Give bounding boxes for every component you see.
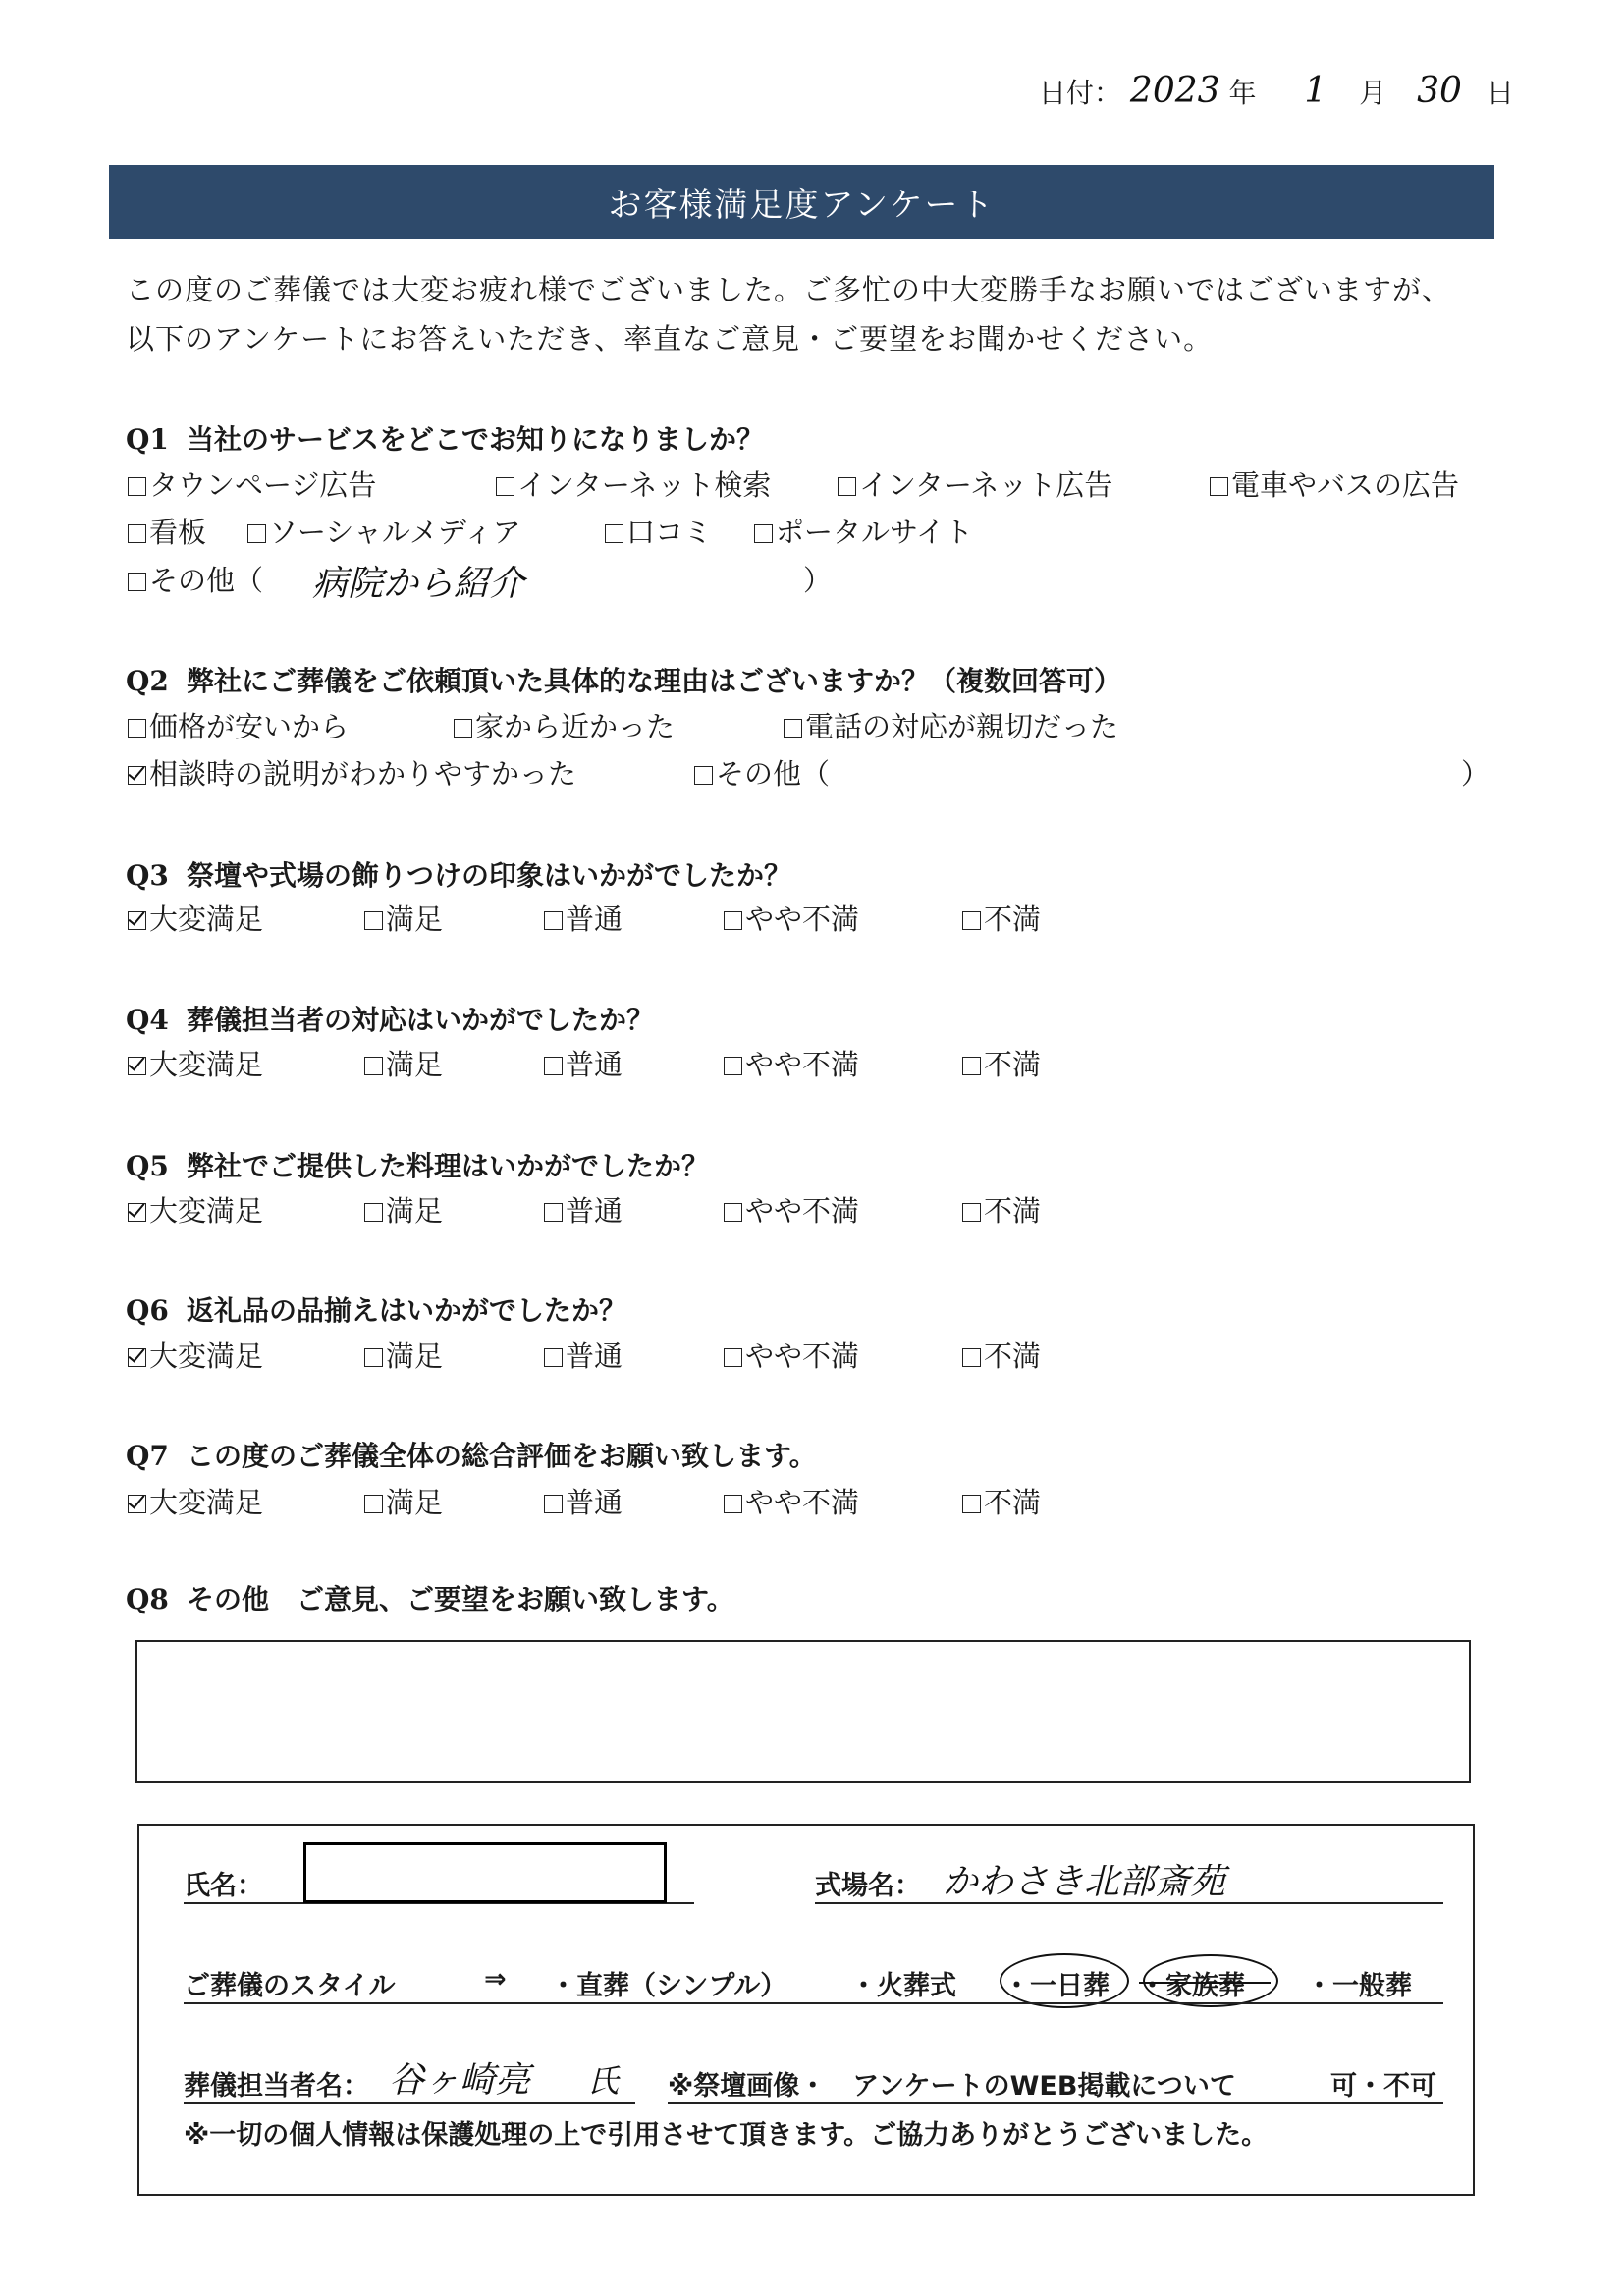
q2-option[interactable]: 価格が安いから — [128, 705, 349, 745]
q4-option[interactable]: 大変満足 — [128, 1043, 263, 1083]
date-year: 2023 — [1129, 71, 1220, 111]
intro-line-1: この度のご葬儀では大変お疲れ様でございました。ご多忙の中大変勝手なお願いではございますが、 — [126, 273, 1452, 306]
venue-label: 式場名： — [815, 1871, 921, 1901]
date-day: 30 — [1417, 71, 1462, 111]
q2-option[interactable]: 家から近かった — [454, 705, 675, 745]
q3-text: 祭壇や式場の飾りつけの印象はいかがでしたか？ — [187, 859, 792, 892]
checkbox[interactable] — [544, 1348, 563, 1367]
q3-option[interactable]: 普通 — [544, 898, 623, 938]
q4-option[interactable]: やや不満 — [724, 1043, 859, 1083]
q1-option[interactable]: 口コミ — [605, 511, 712, 551]
survey-title-banner — [109, 165, 1494, 239]
q7-option[interactable]: やや不満 — [724, 1481, 859, 1521]
q5-text: 弊社でご提供した料理はいかがでしたか？ — [187, 1150, 710, 1182]
web-note-underline — [668, 2102, 1443, 2104]
intro-line-2: 以下のアンケートにお答えいただき、率直なご意見・ご要望をお聞かせください。 — [126, 322, 1214, 355]
q3-option[interactable]: 不満 — [962, 898, 1041, 938]
checkbox[interactable] — [364, 1203, 383, 1222]
q7-number: Q7 — [126, 1440, 169, 1472]
q6-option[interactable]: やや不満 — [724, 1335, 859, 1375]
staff-value[interactable]: 谷ヶ崎亮 — [389, 2060, 531, 2101]
q5-option[interactable]: 不満 — [962, 1189, 1041, 1230]
q7-option[interactable]: 大変満足 — [128, 1481, 263, 1521]
q2-number: Q2 — [126, 665, 169, 697]
q1-question — [126, 418, 764, 458]
q1-option[interactable]: ソーシャルメディア — [247, 511, 521, 551]
checkbox[interactable] — [544, 1203, 563, 1222]
q8-text: その他 ご意見、ご要望をお願い致します。 — [187, 1583, 734, 1615]
style-option-cremation[interactable]: ・火葬式 — [850, 1971, 956, 2001]
checkbox[interactable] — [128, 719, 146, 738]
checkbox[interactable] — [364, 1057, 383, 1075]
q5-option[interactable]: 普通 — [544, 1189, 623, 1230]
q6-option[interactable]: 満足 — [364, 1335, 443, 1375]
q7-text: この度のご葬儀全体の総合評価をお願い致します。 — [187, 1440, 817, 1472]
checkbox[interactable] — [1210, 477, 1228, 496]
name-label: 氏名： — [184, 1871, 263, 1901]
q2-option-other[interactable]: その他（ — [694, 752, 830, 793]
checkbox-checked[interactable] — [128, 766, 146, 785]
q8-number: Q8 — [126, 1583, 169, 1615]
checkbox[interactable] — [544, 1495, 563, 1513]
q3-option[interactable]: 大変満足 — [128, 898, 263, 938]
q5-number: Q5 — [126, 1150, 169, 1182]
privacy-note: ※一切の個人情報は保護処理の上で引用させて頂きます。ご協力ありがとうございました。 — [184, 2120, 1269, 2151]
q6-option[interactable]: 大変満足 — [128, 1335, 263, 1375]
q4-option[interactable]: 不満 — [962, 1043, 1041, 1083]
q6-question — [126, 1289, 626, 1329]
q8-answer — [137, 1642, 1469, 1666]
q3-question — [126, 854, 791, 894]
checkbox[interactable] — [962, 1495, 981, 1513]
q2-text: 弊社にご葬儀をご依頼頂いた具体的な理由はございますか？（複数回答可） — [187, 665, 1122, 697]
checkbox[interactable] — [364, 911, 383, 930]
q6-text: 返礼品の品揃えはいかがでしたか？ — [187, 1294, 627, 1327]
staff-suffix: 氏 — [587, 2062, 620, 2100]
q1-option[interactable]: 電車やバスの広告 — [1210, 464, 1459, 504]
checkbox[interactable] — [962, 911, 981, 930]
style-label: ご葬儀のスタイル — [184, 1971, 396, 2001]
q4-option[interactable]: 普通 — [544, 1043, 623, 1083]
q7-option[interactable]: 不満 — [962, 1481, 1041, 1521]
one-day-circle-mark — [1000, 1953, 1129, 2008]
family-circle-mark — [1143, 1954, 1278, 2007]
date-year-unit: 年 — [1228, 77, 1257, 109]
staff-underline — [184, 2102, 635, 2104]
checkbox[interactable] — [724, 911, 742, 930]
q3-option[interactable]: やや不満 — [724, 898, 859, 938]
checkbox[interactable] — [724, 1348, 742, 1367]
style-option-one-day[interactable]: ・一日葬 — [1003, 1971, 1110, 2001]
q5-option[interactable]: やや不満 — [724, 1189, 859, 1230]
name-redaction-box — [303, 1842, 667, 1903]
checkbox[interactable] — [724, 1203, 742, 1222]
checkbox[interactable] — [754, 524, 773, 543]
checkbox[interactable] — [694, 766, 713, 785]
q8-question — [126, 1578, 734, 1617]
checkbox-checked[interactable] — [128, 1348, 146, 1367]
checkbox[interactable] — [724, 1495, 742, 1513]
checkbox[interactable] — [544, 911, 563, 930]
q7-option[interactable]: 満足 — [364, 1481, 443, 1521]
q5-option[interactable]: 大変満足 — [128, 1189, 263, 1230]
checkbox[interactable] — [784, 719, 802, 738]
date-field — [1039, 71, 1514, 111]
web-publication-options[interactable]: 可・不可 — [1330, 2071, 1436, 2102]
q7-option[interactable]: 普通 — [544, 1481, 623, 1521]
date-month: 1 — [1304, 71, 1327, 111]
q4-option[interactable]: 満足 — [364, 1043, 443, 1083]
checkbox[interactable] — [364, 1348, 383, 1367]
q1-option[interactable]: インターネット広告 — [838, 464, 1112, 504]
checkbox[interactable] — [962, 1203, 981, 1222]
q2-close-paren: ） — [1461, 757, 1490, 791]
q4-question — [126, 999, 654, 1038]
q1-close-paren: ） — [803, 564, 833, 597]
q1-option[interactable]: ポータルサイト — [754, 511, 973, 551]
survey-title: お客様満足度アンケート — [608, 186, 996, 225]
venue-underline — [815, 1902, 1443, 1904]
q3-number: Q3 — [126, 859, 169, 892]
style-option-general[interactable]: ・一般葬 — [1306, 1971, 1412, 2001]
q6-option[interactable]: 普通 — [544, 1335, 623, 1375]
checkbox-checked[interactable] — [128, 911, 146, 930]
q2-option[interactable]: 相談時の説明がわかりやすかった — [128, 752, 576, 793]
venue-value[interactable]: かわさき北部斎苑 — [943, 1862, 1226, 1902]
family-strike-mark — [1139, 1982, 1271, 1984]
checkbox[interactable] — [128, 573, 146, 591]
q3-option[interactable]: 満足 — [364, 898, 443, 938]
checkbox[interactable] — [544, 1057, 563, 1075]
checkbox[interactable] — [247, 524, 266, 543]
q1-option[interactable]: タウンページ広告 — [128, 464, 376, 504]
q1-option[interactable]: 看板 — [128, 511, 206, 551]
q5-option[interactable]: 満足 — [364, 1189, 443, 1230]
q7-question — [126, 1435, 817, 1474]
checkbox[interactable] — [605, 524, 623, 543]
q6-number: Q6 — [126, 1294, 169, 1327]
style-option-direct[interactable]: ・直葬（シンプル） — [550, 1971, 787, 2001]
q1-option-other[interactable]: その他（ — [128, 559, 263, 599]
q6-option[interactable]: 不満 — [962, 1335, 1041, 1375]
date-day-unit: 日 — [1486, 77, 1514, 109]
style-underline — [184, 2002, 1443, 2004]
date-label: 日付： — [1039, 77, 1122, 109]
q8-comment-box[interactable] — [135, 1640, 1471, 1783]
checkbox[interactable] — [838, 477, 856, 496]
q4-number: Q4 — [126, 1004, 169, 1036]
checkbox[interactable] — [962, 1057, 981, 1075]
staff-label: 葬儀担当者名： — [184, 2071, 369, 2102]
checkbox[interactable] — [364, 1495, 383, 1513]
q1-text: 当社のサービスをどこでお知りになりましか？ — [187, 423, 765, 456]
web-publication-note: ※祭壇画像・ アンケートのWEB掲載について — [668, 2071, 1236, 2102]
q4-text: 葬儀担当者の対応はいかがでしたか？ — [187, 1004, 655, 1036]
checkbox-checked[interactable] — [128, 1495, 146, 1513]
q1-other-answer[interactable]: 病院から紹介 — [312, 564, 525, 604]
q1-number: Q1 — [126, 423, 169, 456]
checkbox[interactable] — [962, 1348, 981, 1367]
checkbox-checked[interactable] — [128, 1057, 146, 1075]
style-option-family[interactable]: ・家族葬 — [1139, 1971, 1245, 2001]
checkbox[interactable] — [724, 1057, 742, 1075]
checkbox[interactable] — [128, 477, 146, 496]
q2-question — [126, 660, 1121, 699]
q1-option[interactable]: インターネット検索 — [496, 464, 771, 504]
q5-question — [126, 1145, 709, 1184]
checkbox[interactable] — [454, 719, 472, 738]
style-arrow: ⇒ — [484, 1964, 507, 1995]
checkbox[interactable] — [496, 477, 514, 496]
checkbox[interactable] — [128, 524, 146, 543]
checkbox-checked[interactable] — [128, 1203, 146, 1222]
date-month-unit: 月 — [1359, 77, 1387, 109]
q2-option[interactable]: 電話の対応が親切だった — [784, 705, 1118, 745]
